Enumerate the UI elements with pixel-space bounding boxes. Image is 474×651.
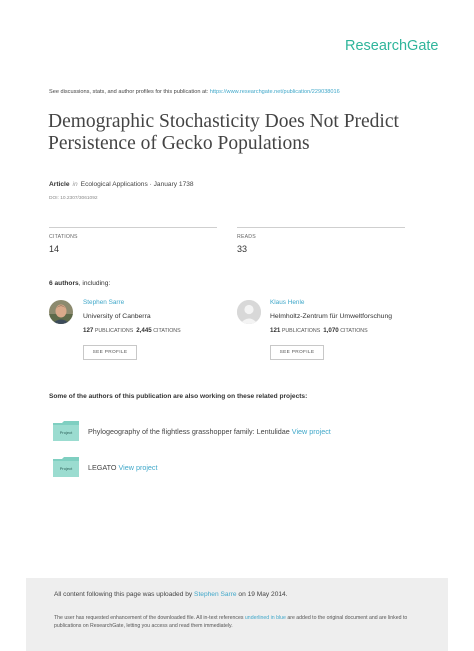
view-project-link[interactable]: View project xyxy=(118,463,158,472)
author-institution: University of Canberra xyxy=(83,313,151,320)
upload-prefix: All content following this page was uploaded by xyxy=(54,591,193,598)
author-photo xyxy=(49,300,73,324)
see-profile-button[interactable]: SEE PROFILE xyxy=(270,345,324,360)
notice-text-continued: are added to the original document and are linked to publications on ResearchGate, letting you access and read them immediately. xyxy=(54,615,408,630)
publications-count: 127 xyxy=(83,327,94,334)
project-item xyxy=(88,427,331,436)
publications-count: 121 xyxy=(270,327,281,334)
publication-type: Article xyxy=(49,181,70,188)
project-item xyxy=(88,463,158,472)
authors-heading-suffix: , including: xyxy=(78,280,111,287)
author-avatar-stephen-sarre[interactable] xyxy=(49,300,73,324)
project-icon xyxy=(53,457,79,477)
author-institution: Helmholtz-Zentrum für Umweltforschung xyxy=(270,313,393,320)
upload-notice xyxy=(54,591,288,598)
project-icon-label: Project xyxy=(59,430,73,435)
in-word: in xyxy=(72,181,78,188)
authors-heading xyxy=(49,280,110,287)
publication-meta xyxy=(49,181,194,188)
project-title: LEGATO xyxy=(88,463,117,472)
reads-label: READS xyxy=(237,234,256,240)
doi: DOI: 10.2307/3061092 xyxy=(49,196,98,201)
author-citations-count: 1,070 xyxy=(323,327,339,334)
project-icon-label: Project xyxy=(59,466,73,471)
related-projects-heading: Some of the authors of this publication are also working on these related projects: xyxy=(49,393,308,400)
see-profile-button[interactable]: SEE PROFILE xyxy=(83,345,137,360)
publications-label: PUBLICATIONS xyxy=(94,328,134,334)
publication-title: Demographic Stochasticity Does Not Predict Persistence of Gecko Populations xyxy=(48,111,399,154)
project-title: Phylogeography of the flightless grasshopper family: Lentulidae xyxy=(88,427,290,436)
reads-divider xyxy=(237,227,405,228)
author-name[interactable]: Klaus Henle xyxy=(270,299,305,306)
author-avatar-klaus-henle[interactable] xyxy=(237,300,261,324)
uploader-link[interactable]: Stephen Sarre xyxy=(194,591,237,598)
authors-count: 6 authors xyxy=(49,280,79,287)
citations-count: 14 xyxy=(49,244,60,254)
view-project-link[interactable]: View project xyxy=(291,427,331,436)
journal-info: Ecological Applications · January 1738 xyxy=(80,181,194,188)
author-citations-count: 2,445 xyxy=(136,327,152,334)
placeholder-person-icon xyxy=(237,300,261,324)
publication-url-link[interactable]: https://www.researchgate.net/publication/229038016 xyxy=(209,89,340,95)
notice-text: The user has requested enhancement of the downloaded file. All in-text references xyxy=(54,615,244,621)
author-name[interactable]: Stephen Sarre xyxy=(83,299,125,306)
upload-suffix: on 19 May 2014. xyxy=(238,591,288,598)
citations-divider xyxy=(49,227,217,228)
underlined-in-blue-link[interactable]: underlined in blue xyxy=(244,615,286,621)
publications-label: PUBLICATIONS xyxy=(281,328,321,334)
citations-label: CITATIONS xyxy=(49,234,78,240)
author-stats xyxy=(270,327,368,334)
researchgate-logo[interactable]: ResearchGate xyxy=(345,38,439,54)
project-icon xyxy=(53,421,79,441)
author-citations-label: CITATIONS xyxy=(340,328,368,334)
author-stats xyxy=(83,327,181,334)
reads-count: 33 xyxy=(237,244,248,254)
discussion-prefix: See discussions, stats, and author profiles for this publication at: xyxy=(49,89,209,95)
author-citations-label: CITATIONS xyxy=(153,328,181,334)
discussion-line xyxy=(49,89,340,95)
enhancement-notice xyxy=(54,614,434,631)
